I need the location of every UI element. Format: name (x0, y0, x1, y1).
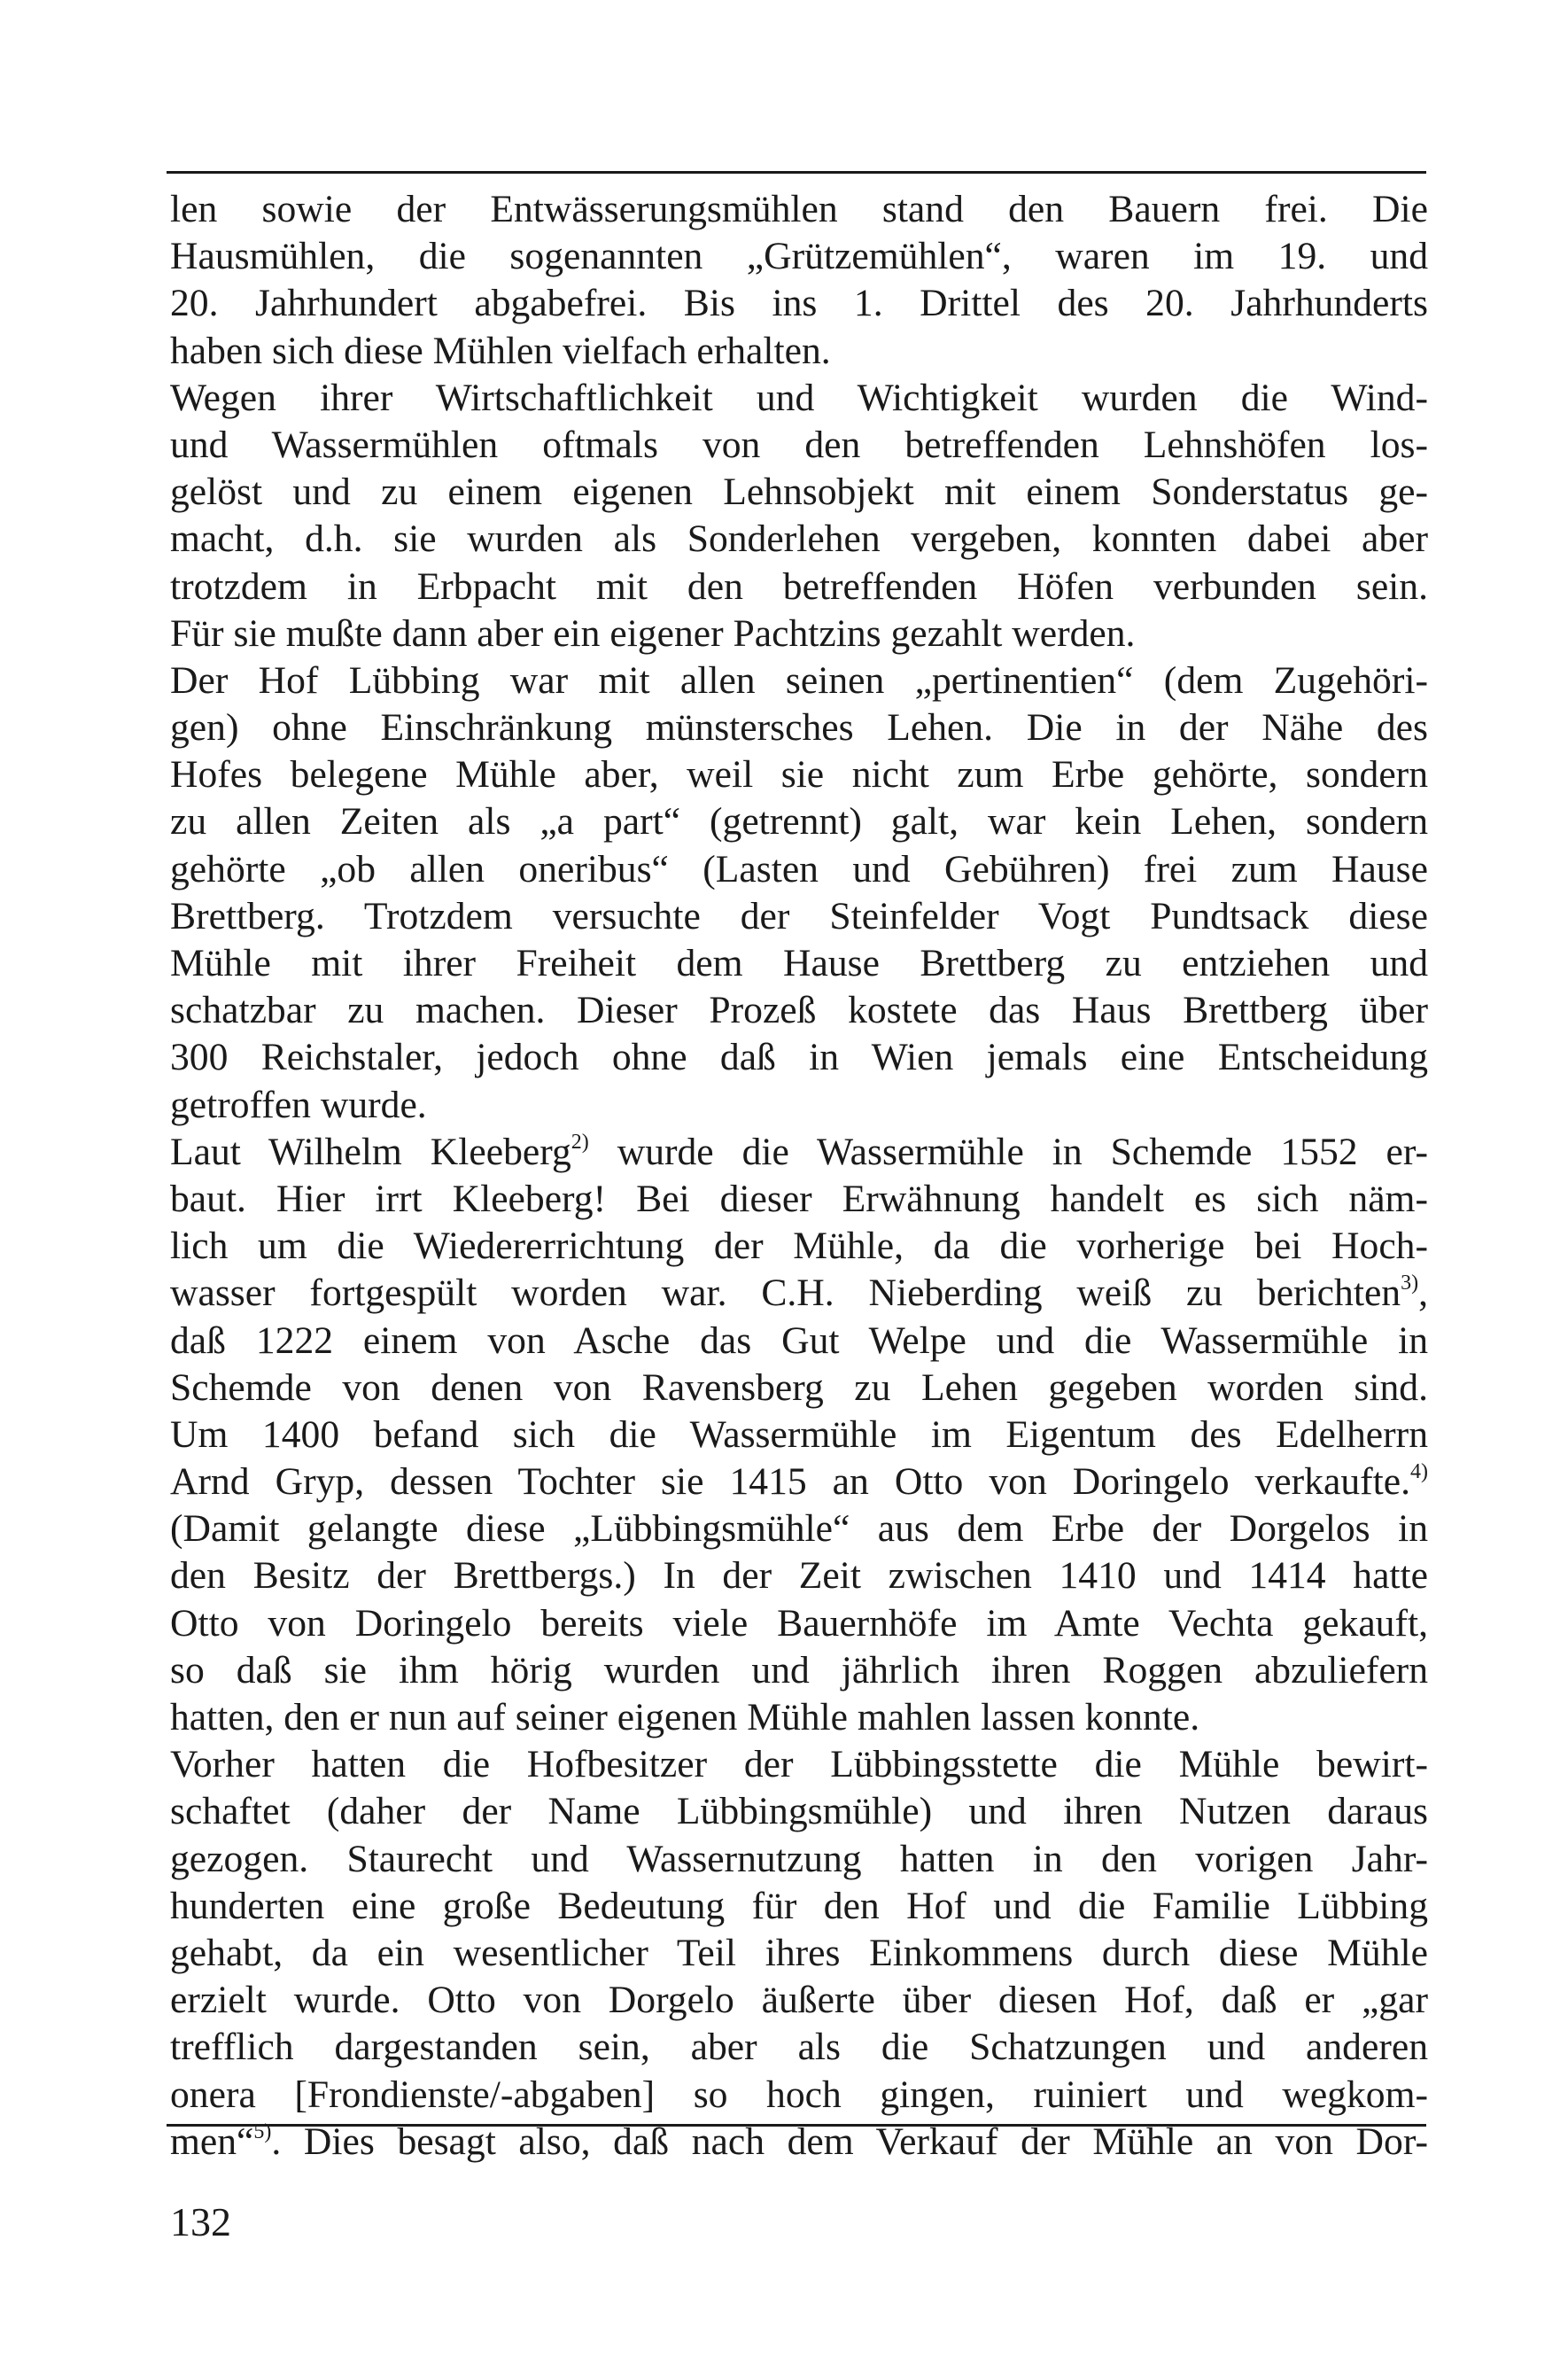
footnote-marker: 3) (1401, 1272, 1419, 1295)
text-line (170, 564, 1428, 611)
text-line (170, 328, 1428, 375)
text-line-content: trotzdem in Erbpacht mit den betreffenden Höfen verbunden sein. (170, 564, 1428, 608)
text-line (170, 375, 1428, 422)
text-line (170, 893, 1428, 940)
text-line (170, 1412, 1428, 1458)
text-line-content: Arnd Gryp, dessen Tochter sie 1415 an Otto von Doringelo verkaufte. (170, 1460, 1410, 1504)
text-line (170, 1883, 1428, 1930)
text-line (170, 1741, 1428, 1788)
text-line-content: lich um die Wiedererrichtung der Mühle, da die vorherige bei Hoch- (170, 1225, 1428, 1268)
text-line (170, 1270, 1428, 1317)
text-line (170, 1505, 1428, 1552)
text-line-content: Laut Wilhelm Kleeberg (170, 1130, 571, 1173)
text-line (170, 1176, 1428, 1223)
text-line-content: 20. Jahrhundert abgabefrei. Bis ins 1. Drittel des 20. Jahrhunderts (170, 282, 1428, 325)
text-line (170, 280, 1428, 327)
text-line-content: schaftet (daher der Name Lübbingsmühle) und ihren Nutzen daraus (170, 1790, 1428, 1833)
text-line (170, 1600, 1428, 1647)
text-line (170, 516, 1428, 563)
text-line (170, 233, 1428, 280)
text-line-continuation: wurde die Wassermühle in Schemde 1552 er- (588, 1130, 1428, 1173)
text-line-content: onera [Frondienste/-abgaben] so hoch gingen, ruiniert und wegkom- (170, 2073, 1428, 2116)
text-line-content: baut. Hier irrt Kleeberg! Bei dieser Erwähnung handelt es sich näm- (170, 1177, 1428, 1220)
text-line-content: daß 1222 einem von Asche das Gut Welpe und die Wassermühle in (170, 1318, 1428, 1362)
text-line-content: Schemde von denen von Ravensberg zu Lehen gegeben worden sind. (170, 1365, 1428, 1409)
text-line-content: (Damit gelangte diese „Lübbingsmühle“ aus dem Erbe der Dorgelos in (170, 1507, 1428, 1551)
text-line (170, 2024, 1428, 2071)
text-line (170, 422, 1428, 469)
text-line-content: macht, d.h. sie wurden als Sonderlehen vergeben, konnten dabei aber (170, 517, 1428, 561)
text-line-content: Otto von Doringelo bereits viele Bauernhöfe im Amte Vechta gekauft, (170, 1601, 1428, 1645)
text-line-continuation: , (1418, 1272, 1428, 1315)
text-line-content: getroffen wurde. (170, 1083, 427, 1126)
text-line-content: Hofes belegene Mühle aber, weil sie nicht zum Erbe gehörte, sondern (170, 753, 1428, 797)
text-line-content: Für sie mußte dann aber ein eigener Pachtzins gezahlt werden. (170, 611, 1136, 655)
text-line-content: so daß sie ihm hörig wurden und jährlich ihren Roggen abzuliefern (170, 1648, 1428, 1692)
header-rule (167, 171, 1426, 174)
body-text (170, 186, 1428, 2166)
footnote-marker: 2) (571, 1130, 589, 1154)
text-line (170, 1082, 1428, 1129)
text-line-content: trefflich dargestanden sein, aber als die Schatzungen und anderen (170, 2026, 1428, 2069)
footer-rule (167, 2124, 1426, 2127)
text-line (170, 1788, 1428, 1835)
text-line-content: gehörte „ob allen oneribus“ (Lasten und Gebühren) frei zum Hause (170, 847, 1428, 891)
text-line-content: gehabt, da ein wesentlicher Teil ihres Einkommens durch diese Mühle (170, 1931, 1428, 1974)
text-line-content: men“ (170, 2119, 254, 2163)
text-line (170, 186, 1428, 233)
text-line (170, 1977, 1428, 2024)
text-line-content: len sowie der Entwässerungsmühlen stand den Bauern frei. Die (170, 188, 1428, 230)
text-line (170, 798, 1428, 845)
text-line-content: gen) ohne Einschränkung münstersches Lehen. Die in der Nähe des (170, 706, 1428, 750)
text-line (170, 1836, 1428, 1883)
text-line (170, 751, 1428, 798)
text-line-content: hatten, den er nun auf seiner eigenen Mühle mahlen lassen konnte. (170, 1696, 1200, 1738)
page-number: 132 (170, 2199, 231, 2244)
text-line-content: erzielt wurde. Otto von Dorgelo äußerte über diesen Hof, daß er „gar (170, 1979, 1428, 2022)
text-line-content: gezogen. Staurecht und Wassernutzung hatten in den vorigen Jahr- (170, 1837, 1428, 1880)
text-line-content: Brettberg. Trotzdem versuchte der Steinfelder Vogt Pundtsack diese (170, 894, 1428, 937)
text-line-content: zu allen Zeiten als „a part“ (getrennt) galt, war kein Lehen, sondern (170, 800, 1428, 844)
text-line (170, 1930, 1428, 1977)
text-line (170, 1318, 1428, 1365)
text-line (170, 657, 1428, 704)
text-line-content: schatzbar zu machen. Dieser Prozeß kostete das Haus Brettberg über (170, 989, 1428, 1032)
text-line (170, 1552, 1428, 1599)
text-line-content: hunderten eine große Bedeutung für den Hof und die Familie Lübbing (170, 1884, 1428, 1927)
text-line-content: Hausmühlen, die sogenannten „Grützemühlen“, waren im 19. und (170, 235, 1428, 278)
text-line (170, 1365, 1428, 1412)
text-line-content: Vorher hatten die Hofbesitzer der Lübbingsstette die Mühle bewirt- (170, 1743, 1428, 1786)
text-line (170, 469, 1428, 516)
text-line (170, 1034, 1428, 1081)
text-line (170, 1129, 1428, 1176)
text-line (170, 987, 1428, 1034)
text-line (170, 704, 1428, 751)
text-line-content: und Wassermühlen oftmals von den betreffenden Lehnshöfen los- (170, 423, 1428, 466)
text-line (170, 940, 1428, 987)
text-line (170, 2072, 1428, 2119)
text-line-content: Mühle mit ihrer Freiheit dem Hause Brettberg zu entziehen und (170, 942, 1428, 984)
text-line-content: 300 Reichstaler, jedoch ohne daß in Wien jemals eine Entscheidung (170, 1036, 1428, 1079)
footnote-marker: 5) (253, 2119, 272, 2143)
footnote-marker: 4) (1410, 1460, 1428, 1484)
text-line (170, 1223, 1428, 1270)
text-line-content: Wegen ihrer Wirtschaftlichkeit und Wichtigkeit wurden die Wind- (170, 376, 1428, 419)
text-line-content: Der Hof Lübbing war mit allen seinen „pertinentien“ (dem Zugehöri- (170, 658, 1428, 702)
text-line (170, 1694, 1428, 1741)
text-line (170, 846, 1428, 893)
text-line-content: wasser fortgespült worden war. C.H. Nieberding weiß zu berichten (170, 1272, 1401, 1315)
text-line (170, 1458, 1428, 1505)
text-line-continuation: . Dies besagt also, daß nach dem Verkauf der Mühle an von Dor- (271, 2119, 1428, 2163)
text-line-content: Um 1400 befand sich die Wassermühle im Eigentum des Edelherrn (170, 1412, 1428, 1456)
text-line-content: den Besitz der Brettbergs.) In der Zeit zwischen 1410 und 1414 hatte (170, 1554, 1428, 1598)
text-line-content: haben sich diese Mühlen vielfach erhalten. (170, 329, 831, 372)
text-line (170, 611, 1428, 657)
text-line (170, 1647, 1428, 1694)
text-line-content: gelöst und zu einem eigenen Lehnsobjekt mit einem Sonderstatus ge- (170, 471, 1428, 514)
